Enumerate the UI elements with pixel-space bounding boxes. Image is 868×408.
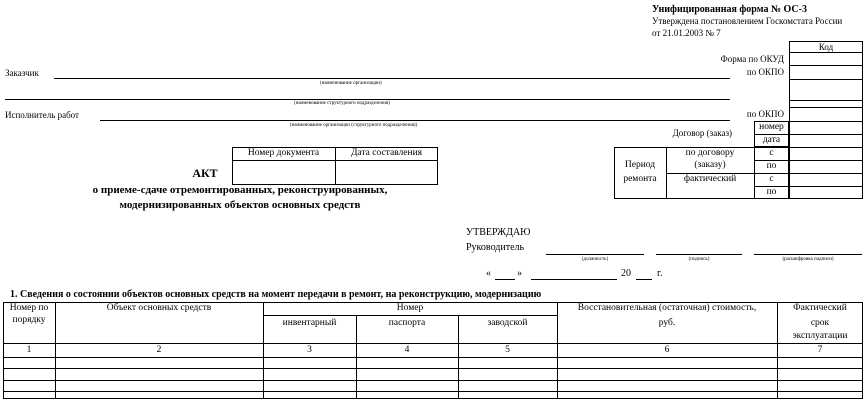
col-object-header: Объект основных средств — [106, 303, 212, 313]
quote-close: » — [517, 268, 522, 279]
act-title: АКТ — [192, 166, 218, 180]
approval-text: Утверждена постановлением Госкомстата России — [652, 16, 843, 26]
act-subtitle-2: модернизированных объектов основных средств — [119, 199, 361, 211]
period-contract-2: (заказу) — [694, 160, 726, 170]
period-to-2: по — [766, 187, 777, 197]
section1-title: 1. Сведения о состоянии объектов основных средств на момент передачи в ремонт, на реконструкцию, модернизацию — [10, 289, 542, 300]
col-index: 4 — [404, 345, 410, 355]
approve-title: УТВЕРЖДАЮ — [466, 227, 531, 238]
col-index: 6 — [664, 345, 670, 355]
form-name: Унифицированная форма № ОС-3 — [652, 4, 807, 15]
col-index: 1 — [26, 345, 32, 355]
col-num-header-2: порядку — [12, 315, 46, 325]
col-inv-header: инвентарный — [282, 318, 337, 328]
col-term-header-3: эксплуатации — [792, 331, 848, 341]
col-term-header-2: срок — [810, 318, 830, 328]
customer-hint: (наименование организации) — [320, 81, 382, 86]
okpo-label-2: по ОКПО — [746, 109, 784, 119]
period-label-1: Период — [624, 160, 656, 170]
subdivision-hint: (наименование структурного подразделения) — [294, 101, 390, 106]
contract-label: Договор (заказ) — [672, 128, 732, 138]
col-term-header-1: Фактический — [793, 303, 847, 313]
position-hint: (должность) — [581, 257, 609, 262]
col-cost-header-1: Восстановительная (остаточная) стоимость, — [577, 303, 757, 313]
approval-date: от 21.01.2003 № 7 — [652, 28, 721, 38]
col-cost-header-2: руб. — [658, 318, 676, 328]
doc-number-header: Номер документа — [247, 148, 320, 158]
quote-open: « — [486, 268, 491, 279]
decoding-hint: (расшифровка подписи) — [782, 257, 834, 262]
code-title: Код — [818, 42, 834, 52]
col-factory-header: заводской — [487, 318, 528, 328]
contract-number-label: номер — [759, 122, 784, 132]
contract-date-label: дата — [762, 135, 781, 145]
col-num-header-1: Номер по — [9, 303, 49, 313]
okpo-label: по ОКПО — [746, 67, 784, 77]
period-contract-1: по договору — [685, 148, 735, 158]
col-passport-header: паспорта — [388, 318, 426, 328]
period-actual: фактический — [683, 174, 737, 184]
col-index: 5 — [505, 345, 510, 355]
col-index: 3 — [307, 345, 312, 355]
customer-label: Заказчик — [5, 68, 39, 78]
contractor-label: Исполнитель работ — [5, 110, 79, 120]
okud-label: Форма по ОКУД — [720, 54, 784, 64]
act-subtitle-1: о приеме-сдаче отремонтированных, реконструированных, — [92, 184, 388, 196]
period-from-2: с — [769, 174, 774, 184]
col-index: 2 — [156, 345, 162, 355]
period-to-1: по — [766, 161, 777, 171]
doc-date-header: Дата составления — [350, 148, 423, 158]
contractor-hint: (наименование организации (структурного подразделения)) — [290, 123, 418, 128]
period-from-1: с — [769, 148, 774, 158]
col-index: 7 — [817, 345, 823, 355]
period-label-2: ремонта — [623, 174, 657, 184]
year-prefix: 20 — [621, 268, 631, 279]
approve-head: Руководитель — [466, 242, 525, 253]
col-number-header: Номер — [396, 303, 424, 313]
year-suffix: г. — [657, 268, 663, 279]
signature-hint: (подпись) — [688, 257, 710, 262]
